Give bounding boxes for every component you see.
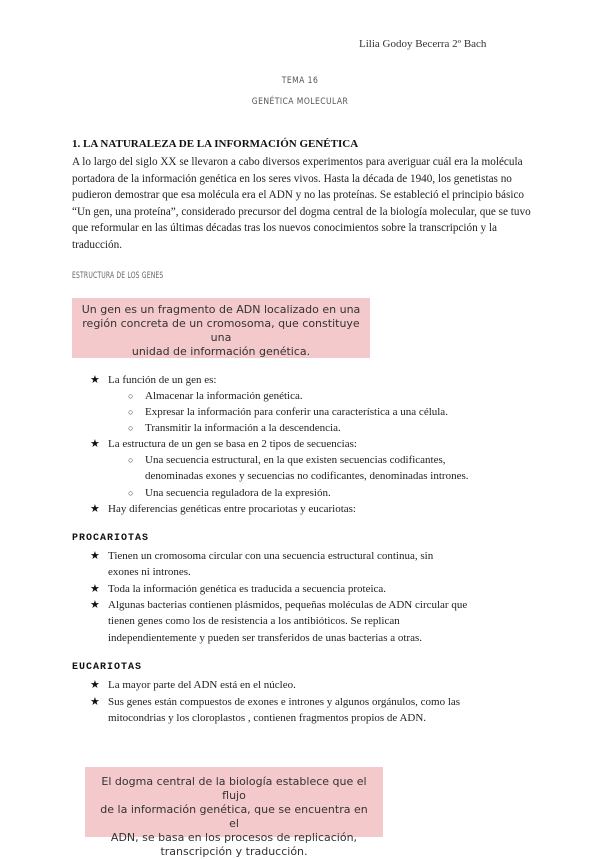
list-item: Sus genes están compuestos de exones e intrones y algunos orgánulos, como las <box>108 696 461 708</box>
list-item-continued: mitocondrias y los cloroplastos , contienen fragmentos propios de ADN. <box>108 712 427 724</box>
highlight-line: de la información genética, que se encuentra en el <box>100 803 368 830</box>
topic-number: TEMA 16 <box>281 76 319 86</box>
central-dogma-highlight <box>85 767 383 858</box>
list-item-continued: tienen genes como los de resistencia a los antibióticos. Se replican <box>108 615 400 627</box>
list-item: La estructura de un gen se basa en 2 tipos de secuencias: <box>108 438 357 450</box>
list-item: Algunas bacterias contienen plásmidos, pequeñas moléculas de ADN circular que <box>108 599 468 611</box>
list-item-continued: exones ni intrones. <box>108 566 191 578</box>
list-item: Hay diferencias genéticas entre procariotas y eucariotas: <box>108 503 356 515</box>
highlight-line: Un gen es un fragmento de ADN localizado en una <box>81 303 361 316</box>
sub-list-item: Transmitir la información a la descendencia. <box>145 422 341 434</box>
star-bullet-icon: ★ <box>90 550 100 562</box>
circle-bullet-icon: ○ <box>128 488 134 498</box>
list-item: La función de un gen es: <box>108 374 217 386</box>
circle-bullet-icon: ○ <box>128 423 134 433</box>
section-heading: 1. LA NATURALEZA DE LA INFORMACIÓN GENÉTICA <box>72 138 359 150</box>
star-bullet-icon: ★ <box>90 696 100 708</box>
list-item-continued: independientemente y pueden ser transferidos de unas bacterias a otras. <box>108 632 422 644</box>
sub-list-item: Expresar la información para conferir una característica a una célula. <box>145 406 448 418</box>
highlight-line: transcripción y traducción. <box>160 845 308 858</box>
highlight-line: ADN, se basa en los procesos de replicación, <box>110 831 358 844</box>
star-bullet-icon: ★ <box>90 374 100 386</box>
circle-bullet-icon: ○ <box>128 455 134 465</box>
prokaryotes-heading: PROCARIOTAS <box>72 533 150 544</box>
sub-list-item: Una secuencia reguladora de la expresión. <box>145 487 331 499</box>
star-bullet-icon: ★ <box>90 583 100 595</box>
intro-paragraph: A lo largo del siglo XX se llevaron a cabo diversos experimentos para averiguar cuál era la molécula portadora de la información genética en los seres vivos. Hasta la década de 1940, los genetistas no pudieron demostrar que esa molécula era el ADN y no las proteínas. Se estableció el principio básico “Un gen, una proteína”, considerado precursor del dogma central de la biología molecular, que se tuvo que reformular en las últimas décadas tras los nuevos conocimientos sobre la transcripción y la traducción. <box>72 156 531 251</box>
list-item: Toda la información genética es traducida a secuencia proteica. <box>108 583 387 595</box>
highlight-line: región concreta de un cromosoma, que constituye una <box>82 317 360 344</box>
circle-bullet-icon: ○ <box>128 391 134 401</box>
sub-list-item-continued: denominadas exones y secuencias no codificantes, denominadas intrones. <box>145 470 469 482</box>
star-bullet-icon: ★ <box>90 599 100 611</box>
highlight-line: unidad de información genética. <box>131 345 311 358</box>
gene-definition-highlight <box>72 298 370 358</box>
sub-list-item: Una secuencia estructural, en la que existen secuencias codificantes, <box>145 454 446 466</box>
list-item: Tienen un cromosoma circular con una secuencia estructural continua, sin <box>108 550 434 562</box>
eukaryotes-heading: EUCARIOTAS <box>72 662 143 673</box>
circle-bullet-icon: ○ <box>128 407 134 417</box>
star-bullet-icon: ★ <box>90 438 100 450</box>
star-bullet-icon: ★ <box>90 679 100 691</box>
gene-structure-subheading: ESTRUCTURA DE LOS GENES <box>72 271 164 281</box>
highlight-line: El dogma central de la biología establece que el flujo <box>101 775 367 802</box>
list-item: La mayor parte del ADN está en el núcleo. <box>108 679 296 691</box>
star-bullet-icon: ★ <box>90 503 100 515</box>
sub-list-item: Almacenar la información genética. <box>145 390 303 402</box>
topic-title: GENÉTICA MOLECULAR <box>251 97 349 107</box>
author-name: Lilia Godoy Becerra 2º Bach <box>359 38 487 50</box>
